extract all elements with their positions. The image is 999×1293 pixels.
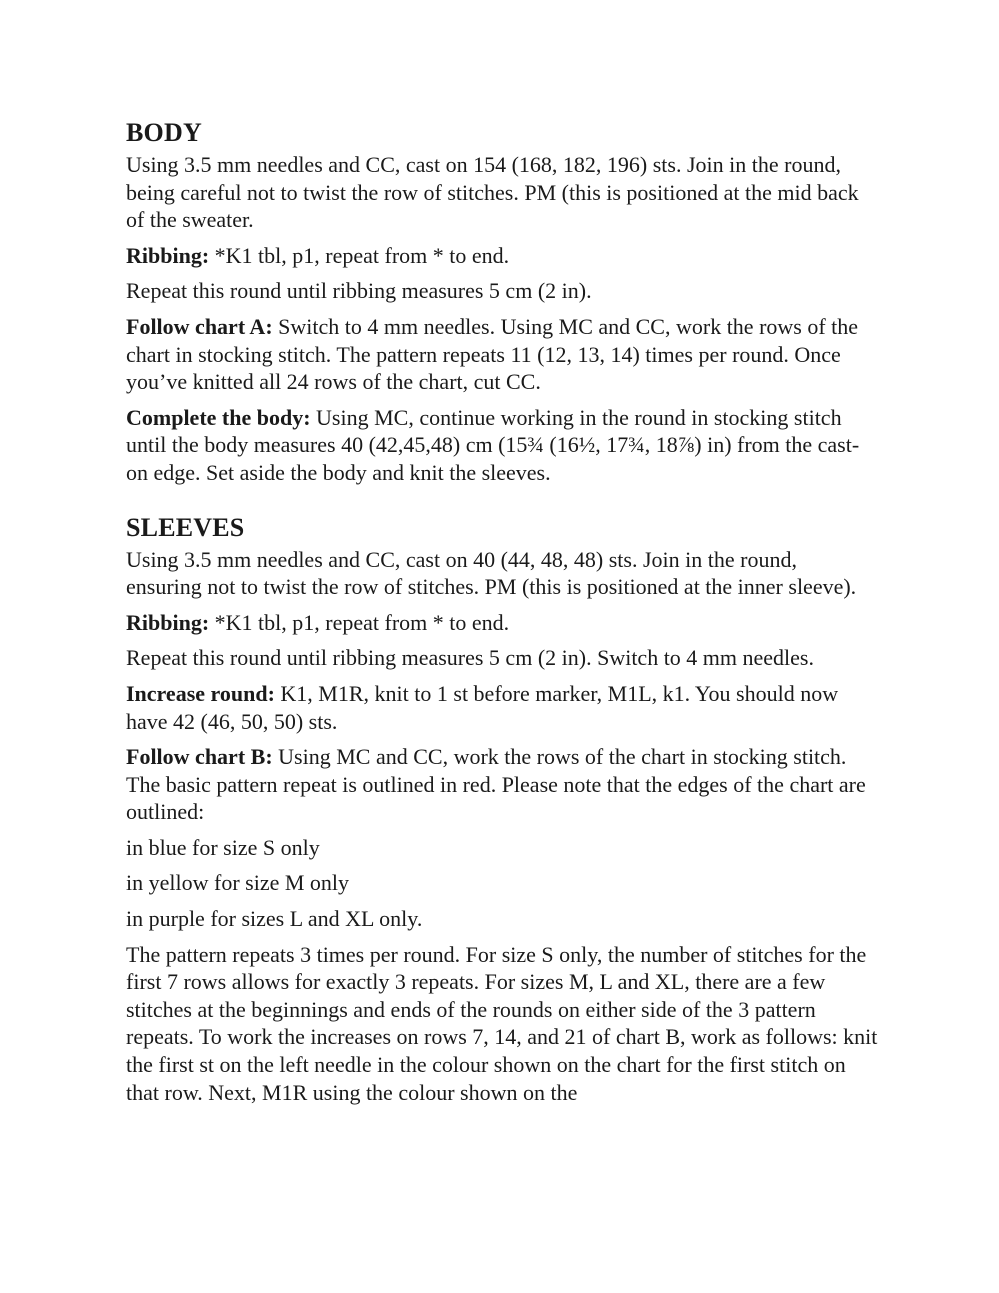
purple-outline-note: in purple for sizes L and XL only.: [126, 906, 423, 932]
sleeves-ribbing-text: *K1 tbl, p1, repeat from * to end.: [209, 609, 510, 635]
yellow-outline-note: in yellow for size M only: [126, 870, 350, 896]
complete-body-text: Using MC, continue working in the round in stocking stitch until the body measures 40 (42,45,48) cm (15¾ (16½, 17¾, 18⅞) in) from the cast-on edge. Set aside the body and knit the sleeves.: [126, 404, 860, 485]
increase-round-paragraph: [126, 680, 878, 735]
sleeves-intro-paragraph: Using 3.5 mm needles and CC, cast on 40 (44, 48, 48) sts. Join in the round, ensuring not to twist the row of stitches. PM (this is positioned at the inner sleeve).: [126, 546, 857, 600]
blue-outline-note: in blue for size S only: [126, 834, 320, 860]
body-intro-paragraph: Using 3.5 mm needles and CC, cast on 154 (168, 182, 196) sts. Join in the round, being careful not to twist the row of stitches. PM (this is positioned at the mid back of the sweater.: [126, 152, 859, 233]
increase-round-label: Increase round:: [126, 680, 275, 706]
pattern-repeat-paragraph: The pattern repeats 3 times per round. For size S only, the number of stitches for the first 7 rows allows for exactly 3 repeats. For sizes M, L and XL, there are a few stitches at the beginnings and ends of the rounds on either side of the 3 pattern repeats. To work the increases on rows 7, 14, and 21 of chart B, work as follows: knit the first st on the left needle in the colour shown on the chart for the first stitch on that row. Next, M1R using the colour shown on the: [126, 941, 878, 1105]
body-repeat-paragraph: Repeat this round until ribbing measures 5 cm (2 in).: [126, 278, 592, 304]
body-ribbing-text: *K1 tbl, p1, repeat from * to end.: [209, 242, 510, 268]
chart-b-label: Follow chart B:: [126, 744, 273, 770]
sleeves-repeat-paragraph: Repeat this round until ribbing measures 5 cm (2 in). Switch to 4 mm needles.: [126, 645, 814, 671]
body-complete-paragraph: [126, 404, 878, 487]
body-ribbing-label: Ribbing:: [126, 242, 210, 268]
sleeves-ribbing-paragraph: [126, 609, 878, 637]
chart-a-label: Follow chart A:: [126, 313, 273, 339]
document-page: [126, 116, 878, 1114]
chart-b-paragraph: [126, 743, 878, 826]
complete-body-label: Complete the body:: [126, 404, 311, 430]
sleeves-ribbing-label: Ribbing:: [126, 609, 210, 635]
body-heading: BODY: [126, 118, 202, 147]
sleeves-heading: SLEEVES: [126, 512, 245, 542]
increase-round-text: K1, M1R, knit to 1 st before marker, M1L, k1. You should now have 42 (46, 50, 50) sts.: [126, 680, 839, 734]
body-chart-a-paragraph: [126, 313, 878, 396]
chart-b-text: Using MC and CC, work the rows of the chart in stocking stitch. The basic pattern repeat is outlined in red. Please note that the edges of the chart are outlined:: [126, 744, 866, 825]
chart-a-text: Switch to 4 mm needles. Using MC and CC, work the rows of the chart in stocking stitch. The pattern repeats 11 (12, 13, 14) times per round. Once you’ve knitted all 24 rows of the chart, cut CC.: [126, 313, 859, 395]
body-ribbing-paragraph: [126, 242, 878, 270]
